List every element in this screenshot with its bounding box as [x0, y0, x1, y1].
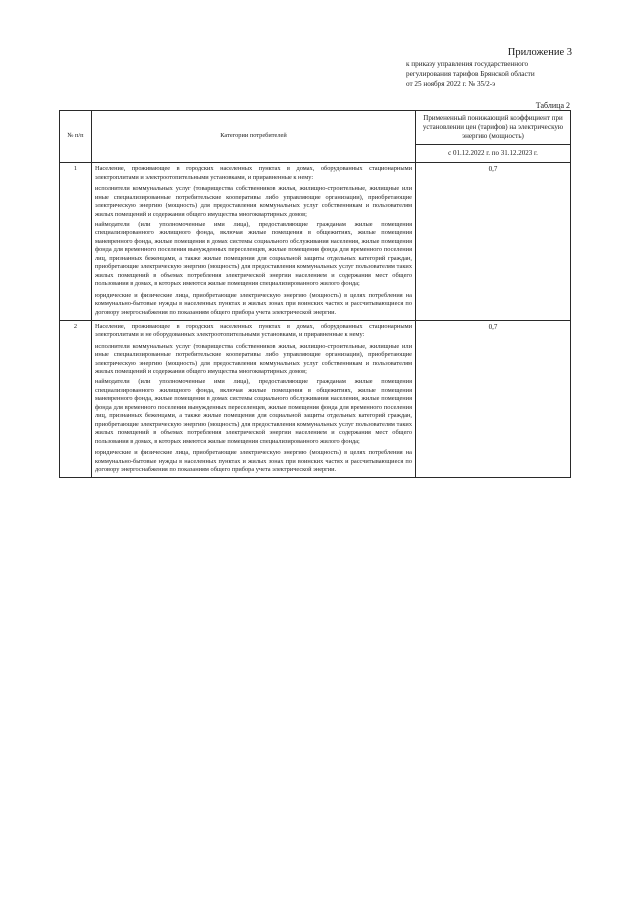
category-paragraph: исполнители коммунальных услуг (товарищества собственников жилья, жилищно-строительные, жилищные или иные специализированные потребительские кооперативы либо управляющие организации), приобретающие электрическую энергию (мощность) для предоставления коммунальных услуг собственникам и пользователям жилых помещений и содержания общего имущества многоквартирных домов; [95, 185, 412, 218]
table-row [60, 163, 571, 321]
category-paragraph: юридические и физические лица, приобретающие электрическую энергию (мощность) в целях потребления на коммунально-бытовые нужды в населенных пунктах и жилых зонах при воинских частях и рассчитывающиеся по договору энергоснабжения по показаниям общего прибора учета электрической энергии. [95, 449, 412, 473]
appendix-line-2: регулирования тарифов Брянской области [406, 70, 535, 78]
category-paragraph: Население, проживающее в городских населенных пунктах в домах, оборудованных стационарными электроплитами и электроотопительными установками, и приравненные к нему: [95, 165, 412, 181]
row-number: 1 [60, 163, 92, 321]
appendix-line-1: к приказу управления государственного [406, 60, 529, 68]
row-coefficient: 0,7 [416, 163, 571, 321]
appendix-header [406, 46, 576, 89]
category-paragraph: юридические и физические лица, приобретающие электрическую энергию (мощность) в целях потребления на коммунально-бытовые нужды в населенных пунктах и жилых зонах при воинских частях и рассчитывающиеся по договору энергоснабжения по показаниям общего прибора учета электрической энергии. [95, 291, 412, 316]
header-period: с 01.12.2022 г. по 31.12.2023 г. [416, 145, 571, 163]
table-label: Таблица 2 [535, 101, 570, 110]
row-number: 2 [60, 320, 92, 478]
row-category [92, 320, 416, 478]
row-coefficient: 0,7 [416, 320, 571, 478]
category-paragraph: наймодатели (или уполномоченные ими лица), предоставляющие гражданам жилые помещения специализированного жилищного фонда, включая жилые помещения в общежитиях, жилые помещения маневренного фонда, жилые помещения в домах системы социального обслуживания населения, жилые помещения фонда для временного поселения вынужденных переселенцев, жилые помещения фонда для временного поселения лиц, признанных беженцами, а также жилые помещения для социальной защиты отдельных категорий граждан, приобретающие электрическую энергию (мощность) для предоставления коммунальных услуг пользователям таких жилых помещений в объемах потребления электрической энергии населением и содержания мест общего пользования в домах, в которых имеются жилые помещения специализированного жилого фонда; [95, 220, 412, 287]
header-category: Категории потребителей [92, 111, 416, 163]
table-row [60, 320, 571, 478]
row-category [92, 163, 416, 321]
appendix-title: Приложение 3 [507, 47, 572, 58]
category-paragraph: исполнители коммунальных услуг (товарищества собственников жилья, жилищно-строительные, жилищные или иные специализированные потребительские кооперативы либо управляющие организации), приобретающие электрическую энергию (мощность) для предоставления коммунальных услуг собственникам и пользователям жилых помещений и содержания общего имущества многоквартирных домов; [95, 342, 412, 375]
coefficients-table [59, 110, 571, 478]
table-header-row [60, 111, 571, 145]
appendix-line-3: от 25 ноября 2022 г. № 35/2-э [406, 80, 496, 88]
category-paragraph: Население, проживающее в городских населенных пунктах в домах, оборудованных стационарными электроплитами и не оборудованных электроотопительными установками, и приравненные к нему: [95, 322, 412, 338]
header-coefficient: Примененный понижающий коэффициент при установлении цен (тарифов) на электрическую энергию (мощность) [416, 111, 571, 145]
header-number: № п/п [60, 111, 92, 163]
category-paragraph: наймодатели (или уполномоченные ими лица), предоставляющие гражданам жилые помещения специализированного жилищного фонда, включая жилые помещения в общежитиях, жилые помещения маневренного фонда, жилые помещения в домах системы социального обслуживания населения, жилые помещения фонда для временного поселения вынужденных переселенцев, жилые помещения фонда для временного поселения лиц, признанных беженцами, а также жилые помещения для социальной защиты отдельных категорий граждан, приобретающие электрическую энергию (мощность) для предоставления коммунальных услуг пользователям таких жилых помещений в объемах потребления электрической энергии населением и содержания мест общего пользования в домах, в которых имеются жилые помещения специализированного жилого фонда; [95, 378, 412, 445]
